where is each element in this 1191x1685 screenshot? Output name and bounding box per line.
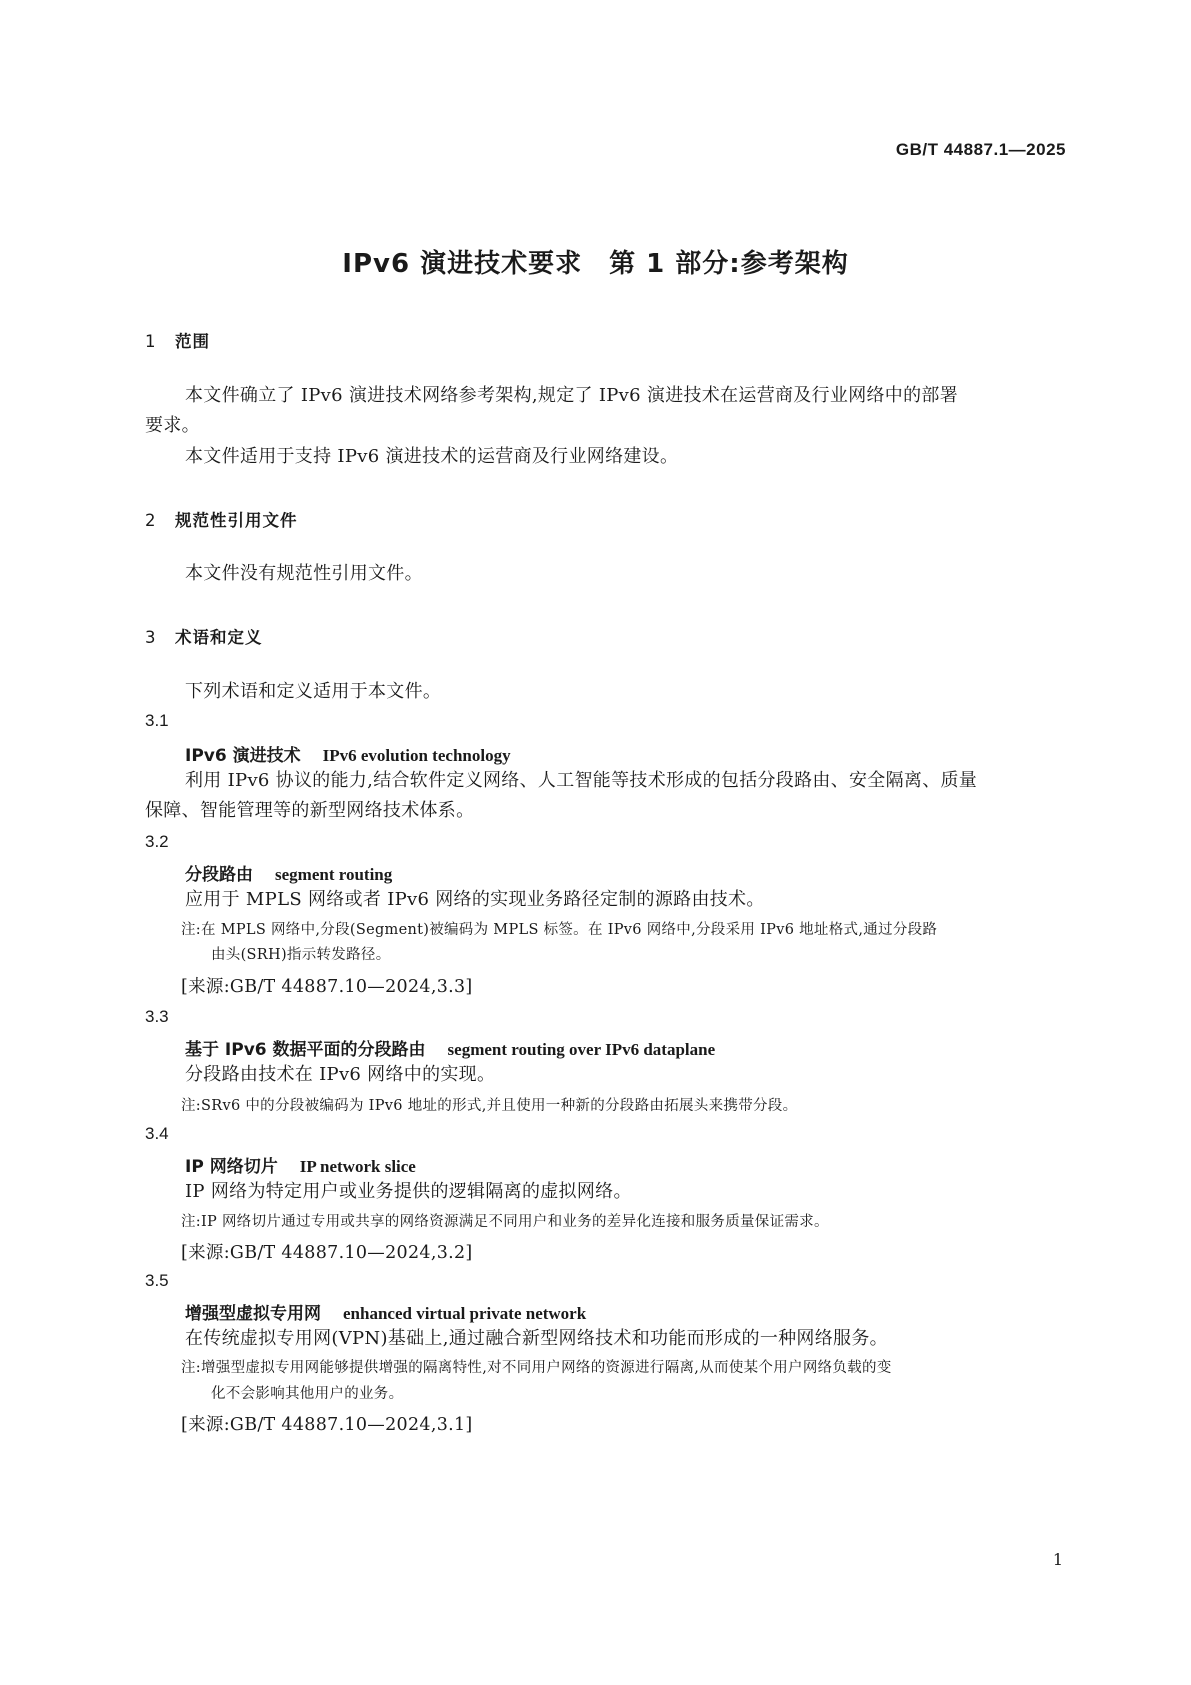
term-note-line-2: 化不会影响其他用户的业务。 <box>211 1386 404 1402</box>
scope-paragraph-1-line-2: 要求。 <box>145 415 200 436</box>
term-note-line-1 <box>181 1356 892 1380</box>
term-chinese: 基于 IPv6 数据平面的分段路由 <box>185 1040 426 1060</box>
term-number: 3.2 <box>145 832 169 851</box>
term-chinese: 分段路由 <box>185 865 253 885</box>
note-text: 在 MPLS 网络中,分段(Segment)被编码为 MPLS 标签。在 IPv6 网络中,分段采用 IPv6 地址格式,通过分段路 <box>201 922 938 938</box>
section-number: 2 <box>145 511 157 530</box>
term-chinese: IPv6 演进技术 <box>185 746 301 766</box>
term-english: segment routing over IPv6 dataplane <box>447 1040 716 1059</box>
section-title: 术语和定义 <box>175 628 263 647</box>
note-text: SRv6 中的分段被编码为 IPv6 地址的形式,并且使用一种新的分段路由拓展头来携带分段。 <box>201 1098 798 1114</box>
term-entry <box>185 1152 416 1177</box>
scope-paragraph-2: 本文件适用于支持 IPv6 演进技术的运营商及行业网络建设。 <box>185 446 679 467</box>
term-note-line-1 <box>181 918 937 942</box>
section-heading-scope <box>145 328 210 352</box>
note-text: IP 网络切片通过专用或共享的网络资源满足不同用户和业务的差异化连接和服务质量保证需求。 <box>201 1214 829 1230</box>
document-title: IPv6 演进技术要求 第 1 部分:参考架构 <box>342 249 849 279</box>
term-entry <box>185 741 511 766</box>
section-number: 1 <box>145 332 157 351</box>
note-label: 注: <box>181 922 201 938</box>
term-english: IPv6 evolution technology <box>322 746 511 765</box>
section-heading-normative-references <box>145 507 298 531</box>
scope-paragraph-1-line-1: 本文件确立了 IPv6 演进技术网络参考架构,规定了 IPv6 演进技术在运营商及行业网络中的部署 <box>185 385 958 406</box>
term-english: enhanced virtual private network <box>343 1304 587 1323</box>
term-definition: 分段路由技术在 IPv6 网络中的实现。 <box>185 1064 496 1085</box>
term-note <box>181 1094 797 1118</box>
term-definition-line-2: 保障、智能管理等的新型网络技术体系。 <box>145 800 475 821</box>
section-heading-terms-definitions <box>145 624 263 648</box>
term-definition: IP 网络为特定用户或业务提供的逻辑隔离的虚拟网络。 <box>185 1181 632 1202</box>
note-text: 增强型虚拟专用网能够提供增强的隔离特性,对不同用户网络的资源进行隔离,从而使某个用户网络负载的变 <box>201 1360 892 1376</box>
term-number: 3.3 <box>145 1007 169 1026</box>
term-english: IP network slice <box>299 1157 416 1176</box>
term-number: 3.4 <box>145 1124 169 1143</box>
term-number: 3.1 <box>145 711 169 730</box>
note-label: 注: <box>181 1098 201 1114</box>
page-number: 1 <box>1052 1550 1063 1569</box>
term-entry <box>185 860 392 885</box>
section-title: 范围 <box>175 332 210 351</box>
term-source: [来源:GB/T 44887.10—2024,3.2] <box>181 1243 473 1263</box>
term-note <box>181 1210 829 1234</box>
note-label: 注: <box>181 1360 201 1376</box>
term-definition: 应用于 MPLS 网络或者 IPv6 网络的实现业务路径定制的源路由技术。 <box>185 889 765 910</box>
term-entry <box>185 1035 715 1060</box>
standard-code: GB/T 44887.1—2025 <box>895 140 1066 159</box>
term-source: [来源:GB/T 44887.10—2024,3.1] <box>181 1415 473 1435</box>
normative-references-paragraph: 本文件没有规范性引用文件。 <box>185 563 423 584</box>
term-chinese: IP 网络切片 <box>185 1157 278 1177</box>
term-note-line-2: 由头(SRH)指示转发路径。 <box>211 947 391 963</box>
term-entry <box>185 1299 586 1324</box>
term-definition-line-1: 利用 IPv6 协议的能力,结合软件定义网络、人工智能等技术形成的包括分段路由、安全隔离、质量 <box>185 770 978 791</box>
term-definition: 在传统虚拟专用网(VPN)基础上,通过融合新型网络技术和功能而形成的一种网络服务。 <box>185 1328 888 1349</box>
term-chinese: 增强型虚拟专用网 <box>185 1304 321 1324</box>
term-number: 3.5 <box>145 1271 169 1290</box>
section-number: 3 <box>145 628 157 647</box>
term-source: [来源:GB/T 44887.10—2024,3.3] <box>181 977 473 997</box>
term-english: segment routing <box>275 865 393 884</box>
note-label: 注: <box>181 1214 201 1230</box>
section-title: 规范性引用文件 <box>175 511 298 530</box>
terms-intro: 下列术语和定义适用于本文件。 <box>185 681 442 702</box>
